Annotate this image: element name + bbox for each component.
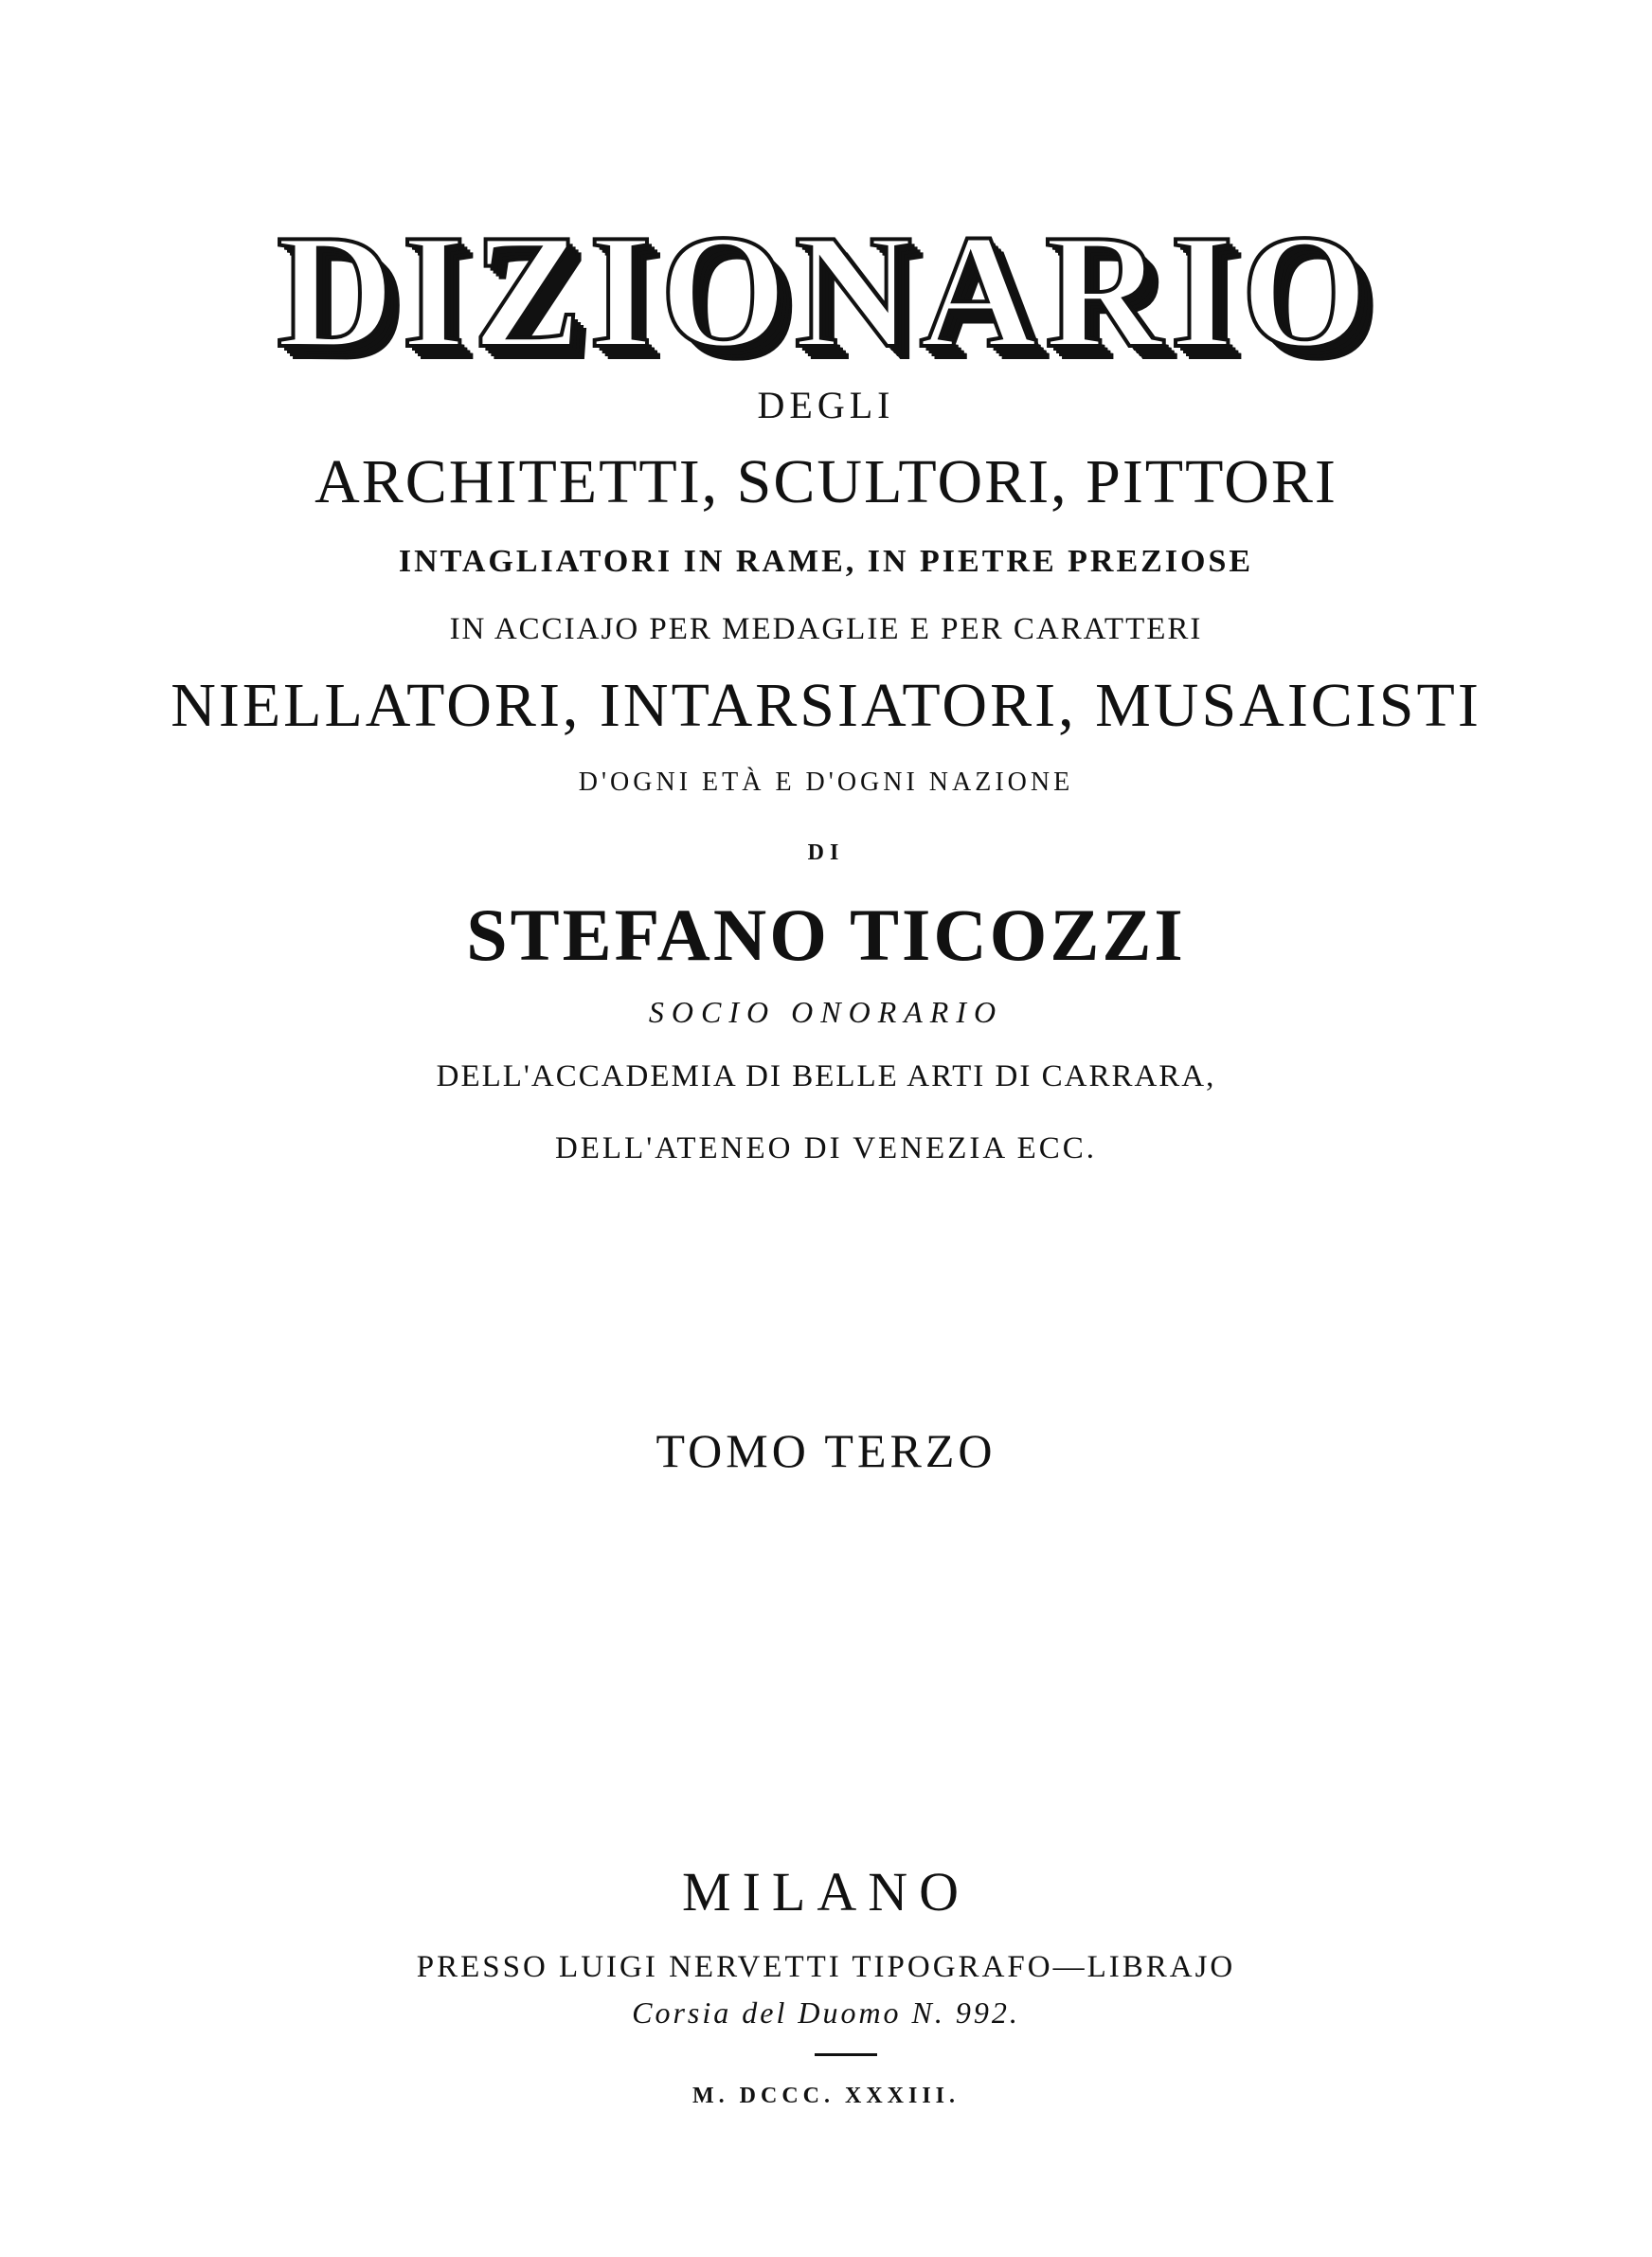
author-affiliation-1: DELL'ACCADEMIA DI BELLE ARTI DI CARRARA,	[436, 1059, 1216, 1093]
imprint-divider	[815, 2053, 877, 2056]
author-role: SOCIO ONORARIO	[648, 995, 1004, 1029]
imprint-city: MILANO	[682, 1861, 970, 1923]
imprint-address: Corsia del Duomo N. 992.	[632, 1995, 1020, 2030]
subtitle-degli: DEGLI	[757, 384, 895, 426]
subtitle-intagliatori: INTAGLIATORI IN RAME, IN PIETRE PREZIOSE	[398, 544, 1254, 579]
subtitle-ogni-eta: D'OGNI ETÀ E D'OGNI NAZIONE	[578, 767, 1074, 797]
book-title: DIZIONARIO	[277, 202, 1375, 382]
author-name: STEFANO TICOZZI	[466, 894, 1186, 976]
byline-di: DI	[807, 840, 845, 865]
volume-label: TOMO TERZO	[655, 1424, 997, 1477]
subtitle-acciajo: IN ACCIAJO PER MEDAGLIE E PER CARATTERI	[449, 612, 1203, 646]
subtitle-niellatori: NIELLATORI, INTARSIATORI, MUSAICISTI	[171, 671, 1481, 740]
subtitle-architetti: ARCHITETTI, SCULTORI, PITTORI	[314, 447, 1338, 516]
imprint-year: M. DCCC. XXXIII.	[692, 2084, 960, 2108]
imprint-printer: PRESSO LUIGI NERVETTI TIPOGRAFO—LIBRAJO	[416, 1950, 1236, 1984]
author-affiliation-2: DELL'ATENEO DI VENEZIA ECC.	[554, 1131, 1098, 1165]
